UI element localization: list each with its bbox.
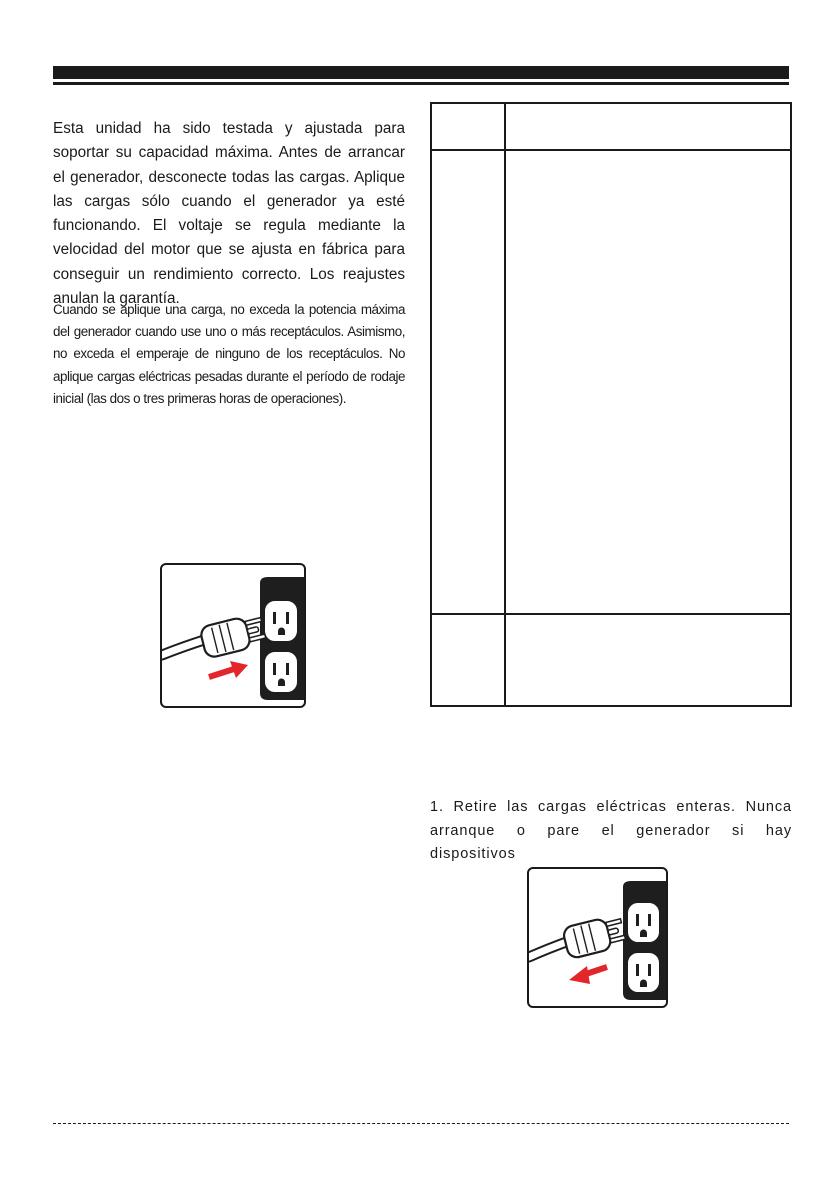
- table-row-divider-2: [432, 613, 790, 615]
- plug-remove-illustration: [527, 867, 668, 1008]
- header-rule: [53, 82, 789, 85]
- header-bar: [53, 66, 789, 79]
- load-warning-paragraph: Cuando se aplique una carga, no exceda la potencia máxima del generador cuando use uno o más receptáculos. Asimismo, no exceda el emperaje de ninguno de los receptáculos. No aplique cargas eléctricas pesadas durante el período de rodaje inicial (las dos o tres primeras horas de operaciones).: [53, 302, 405, 406]
- spec-table: [430, 102, 792, 707]
- plug-insert-icon: [162, 565, 304, 706]
- shutdown-step-1: 1. Retire las cargas eléctricas enteras. Nunca arranque o pare el generador si hay dispositivos: [430, 799, 792, 862]
- plug-insert-illustration: [160, 563, 306, 708]
- intro-paragraph: Esta unidad ha sido testada y ajustada para soportar su capacidad máxima. Antes de arrancar el generador, desconecte todas las cargas. Aplique las cargas sólo cuando el generador ya esté funcionando. El voltaje se regula mediante la velocidad del motor que se ajusta en fábrica para conseguir un rendimiento correcto. Los reajustes anulan la garantía.: [53, 120, 405, 308]
- plug-remove-icon: [529, 869, 666, 1006]
- footer-dashed-rule: [53, 1123, 789, 1124]
- table-row-divider-1: [432, 149, 790, 151]
